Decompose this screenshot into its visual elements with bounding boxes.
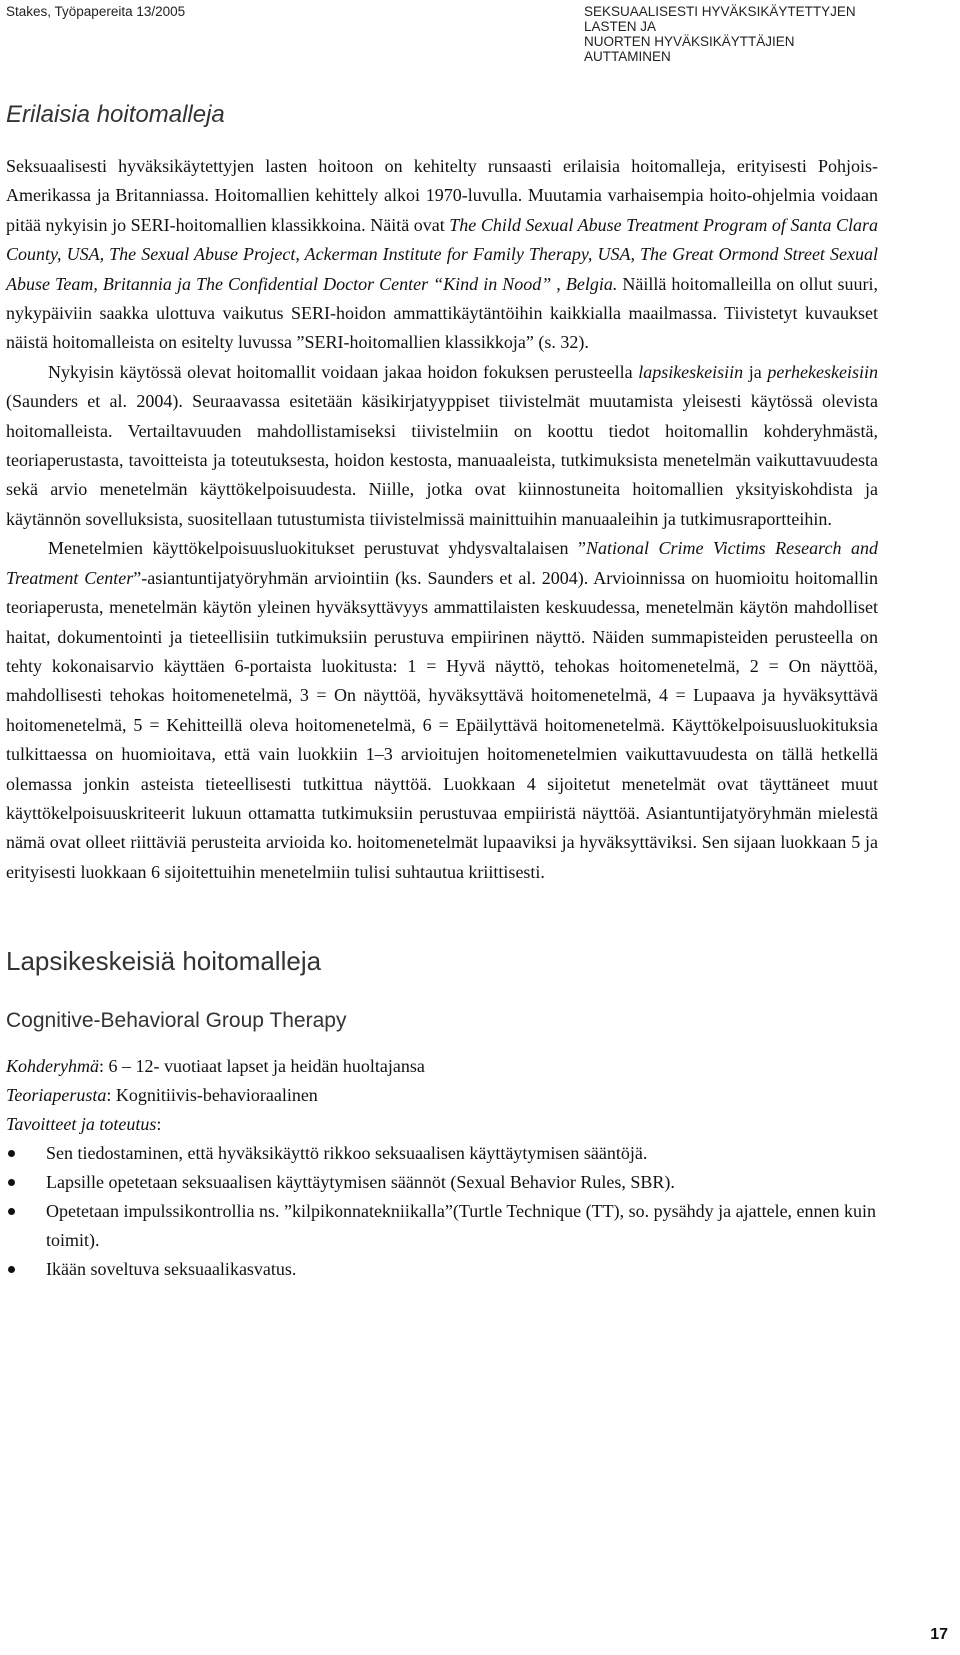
paragraph-3 — [6, 534, 878, 887]
list-item-text: Ikään soveltuva seksuaalikasvatus. — [46, 1259, 297, 1280]
theory-line — [6, 1081, 878, 1110]
paragraph-1 — [6, 152, 878, 358]
list-item — [6, 1168, 878, 1197]
target-group-value: : 6 – 12- vuotiaat lapset ja heidän huoltajansa — [99, 1056, 425, 1077]
list-item-text: Opetetaan impulssikontrollia ns. ”kilpikonnatekniikalla”(Turtle Technique (TT), so. pysähdy ja ajattele, ennen kuin toimit). — [46, 1201, 877, 1251]
page-number: 17 — [930, 1626, 948, 1643]
running-header-right-line1: SEKSUAALISESTI HYVÄKSIKÄYTETTYJEN LASTEN JA — [584, 4, 856, 34]
target-group-label: Kohderyhmä — [6, 1056, 99, 1077]
list-item — [6, 1139, 878, 1168]
p1-text-c: Näillä hoitomalleilla on ollut suuri, nykypäiviin saakka ulottuva vaikutus SERI-hoidon ammattikäytäntöihin kaikkialla maailmassa. Tiivistetyt kuvaukset näistä hoitomalleista on esitelty luvussa ”SERI-hoitomallien klassikkoja” (s. 32). — [6, 273, 878, 353]
running-header-right — [584, 4, 874, 64]
running-header-left: Stakes, Työpapereita 13/2005 — [6, 4, 186, 19]
bullet-icon — [8, 1150, 15, 1157]
p2-text-a: Nykyisin käytössä olevat hoitomallit voidaan jakaa hoidon fokuksen perusteella — [48, 361, 639, 382]
p3-text-a: Menetelmien käyttökelpoisuusluokitukset perustuvat yhdysvaltalaisen ” — [48, 538, 586, 559]
theory-value: : Kognitiivis-behavioraalinen — [106, 1085, 318, 1106]
p2-italic-lapsikeskeisiin: lapsikeskeisiin — [638, 361, 744, 382]
p2-text-c: ja — [743, 361, 768, 382]
paragraph-2 — [6, 358, 878, 534]
p3-italic-center: National Crime Victims Research and Treatment Center — [6, 538, 878, 588]
bullet-icon — [8, 1266, 15, 1273]
list-item-text: Lapsille opetetaan seksuaalisen käyttäytymisen säännöt (Sexual Behavior Rules, SBR). — [46, 1172, 675, 1193]
bullet-icon — [8, 1208, 15, 1215]
theory-label: Teoriaperusta — [6, 1085, 107, 1106]
page-body — [6, 100, 878, 1284]
goals-list — [6, 1139, 878, 1284]
p1-text-a: Seksuaalisesti hyväksikäytettyjen lasten hoitoon on kehitelty runsaasti erilaisia hoitomalleja, erityisesti Pohjois-Amerikassa ja Britanniassa. Hoitomallien kehittely alkoi 1970-luvulla. Muutamia varhaisempia hoito-ohjelmia voidaan pitää nykyisin jo SERI-hoitomallien klassikkoina. Näitä ovat — [6, 156, 878, 235]
section-title-erilaisia: Erilaisia hoitomalleja — [6, 101, 225, 128]
section-title-lapsikeskeisia: Lapsikeskeisiä hoitomalleja — [6, 946, 322, 977]
p2-text-e: (Saunders et al. 2004). Seuraavassa esitetään käsikirjatyyppiset tiivistelmät muutamista yleisesti käytössä olevista hoitomalleista. Vertailtavuuden mahdollistamiseksi tiivistelmiin on koottu tiedot hoitomallin kohderyhmästä, teoriaperustasta, tavoitteista ja toteutuksesta, hoidon kestosta, manuaaleista, tutkimuksista menetelmän vaikuttavuudesta sekä arvio menetelmän käyttökelpoisuudesta. Niille, jotka ovat kiinnostuneita hoitomallien yksityiskohdista ja käytännön sovelluksista, suositellaan tutustumista tiivistelmissä mainittuihin manuaaleihin ja tutkimusraportteihin. — [6, 391, 878, 529]
target-group-line — [6, 1052, 878, 1081]
goals-line — [6, 1110, 878, 1139]
p1-italic-programs: The Child Sexual Abuse Treatment Program of Santa Clara County, USA, The Sexual Abuse Project, Ackerman Institute for Family Therapy, USA, The Great Ormond Street Sexual Abuse Team, Britannia ja The Confidential Doctor Center “Kind in Nood” , Belgia. — [6, 214, 878, 294]
p2-italic-perhekeskeisiin: perhekeskeisiin — [767, 361, 878, 382]
list-item — [6, 1255, 878, 1284]
running-header-right-line2: NUORTEN HYVÄKSIKÄYTTÄJIEN AUTTAMINEN — [584, 34, 795, 64]
bullet-icon — [8, 1179, 15, 1186]
subsection-title-cbgt: Cognitive-Behavioral Group Therapy — [6, 1009, 347, 1033]
list-item-text: Sen tiedostaminen, että hyväksikäyttö rikkoo seksuaalisen käyttäytymisen sääntöjä. — [46, 1143, 648, 1164]
goals-colon: : — [156, 1114, 162, 1135]
goals-label: Tavoitteet ja toteutus — [6, 1114, 157, 1135]
p3-text-c: ”-asiantuntijatyöryhmän arviointiin (ks. Saunders et al. 2004). Arvioinnissa on huomioitu hoitomallin teoriaperusta, menetelmän käytön yleinen hyväksyttävyys ammattilaisten keskuudessa, menetelmän käytön mahdolliset haitat, dokumentointi ja tieteellisiin tutkimuksiin perustuva empiirinen näyttö. Näiden summapisteiden perusteella on tehty kokonaisarvio käyttäen 6-portaista luokitusta: 1 = Hyvä näyttö, tehokas hoitomenetelmä, 2 = On näyttöä, mahdollisesti tehokas hoitomenetelmä, 3 = On näyttöä, hyväksyttävä hoitomenetelmä, 4 = Lupaava ja hyväksyttävä hoitomenetelmä, 5 = Kehitteillä oleva hoitomenetelmä, 6 = Epäilyttävä hoitomenetelmä. Käyttökelpoisuusluokituksia tulkittaessa on huomioitava, että vain luokkiin 1–3 arvioitujen hoitomenetelmien vaikuttavuudesta on tällä hetkellä olemassa jonkin asteista tieteellisesti tutkittua näyttöä. Luokkaan 4 sijoitetut menetelmät ovat täyttäneet muut käyttökelpoisuuskriteerit lukuun ottamatta tutkimuksiin perustuvaa empiiristä näyttöä. Asiantuntijatyöryhmän mielestä nämä ovat olleet riittäviä perusteita arvioida ko. hoitomenetelmät lupaaviksi ja hyväksyttäviksi. Sen sijaan luokkaan 5 ja erityisesti luokkaan 6 sijoitettuihin menetelmiin tulisi suhtautua kriittisesti. — [6, 567, 878, 882]
list-item — [6, 1197, 878, 1255]
